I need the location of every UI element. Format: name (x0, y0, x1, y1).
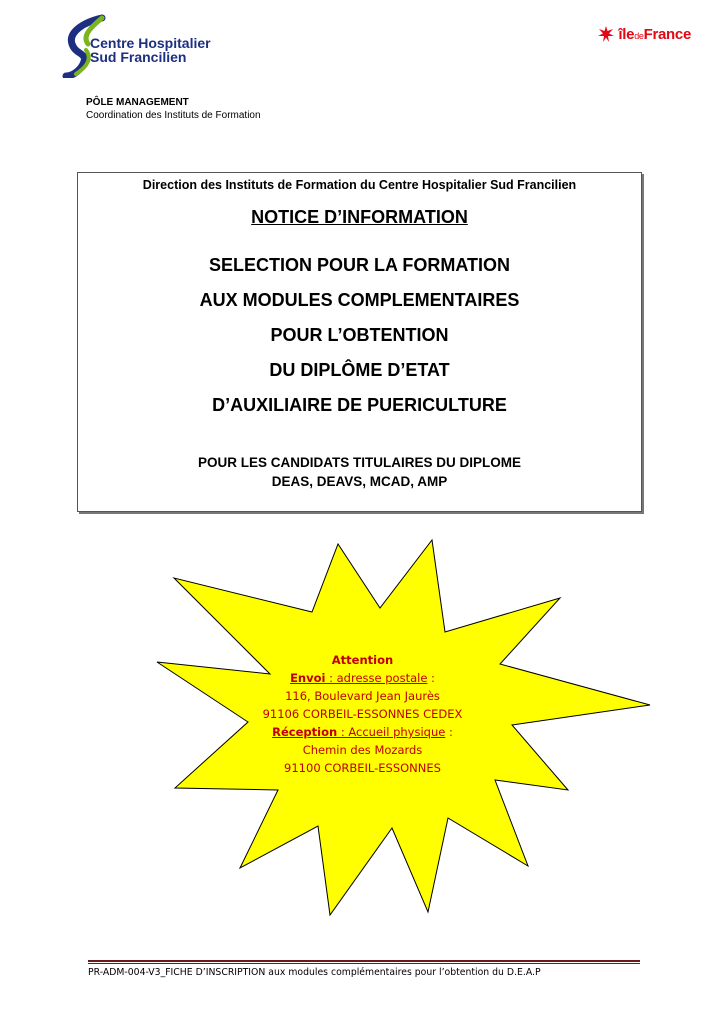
selection-line: AUX MODULES COMPLEMENTAIRES (199, 290, 520, 310)
candidates-line: POUR LES CANDIDATS TITULAIRES DU DIPLOME (197, 455, 521, 470)
selection-line: SELECTION POUR LA FORMATION (209, 255, 510, 275)
attention-block (230, 651, 495, 777)
reception-line (230, 723, 495, 741)
address-line: 116, Boulevard Jean Jaurès (285, 689, 440, 703)
pole-title: PÔLE MANAGEMENT (86, 97, 189, 108)
footer-text: PR-ADM-004-V3_FICHE D’INSCRIPTION aux modules complémentaires pour l’obtention du D.E.A.P (88, 967, 541, 978)
reception-label: Réception (272, 725, 338, 739)
selection-line: D’AUXILIAIRE DE PUERICULTURE (212, 395, 507, 415)
selection-line: POUR L’OBTENTION (270, 325, 449, 345)
candidates-line: DEAS, DEAVS, MCAD, AMP (271, 474, 448, 489)
chsf-logo-line2: Sud Francilien (90, 49, 187, 65)
reception-colon: : (445, 725, 453, 739)
notice-title: NOTICE D’INFORMATION (251, 207, 468, 227)
selection-line: DU DIPLÔME D’ETAT (269, 360, 450, 380)
footer-rule (88, 960, 640, 964)
envoi-line (230, 669, 495, 687)
direction-heading: Direction des Instituts de Formation du Centre Hospitalier Sud Francilien (142, 178, 577, 192)
envoi-label: Envoi (290, 671, 326, 685)
address-line: 91100 CORBEIL-ESSONNES (284, 761, 441, 775)
address-line: 91106 CORBEIL-ESSONNES CEDEX (262, 707, 463, 721)
pole-subtitle: Coordination des Instituts de Formation (86, 110, 261, 121)
chsf-logo-line1: Centre Hospitalier (90, 35, 211, 51)
attention-title: Attention (331, 653, 394, 667)
iledefrance-wordmark: îledeFrance (618, 25, 691, 43)
address-line: Chemin des Mozards (302, 743, 423, 757)
reception-text: : Accueil physique (337, 725, 446, 739)
envoi-colon: : (427, 671, 435, 685)
envoi-text: : adresse postale (325, 671, 428, 685)
